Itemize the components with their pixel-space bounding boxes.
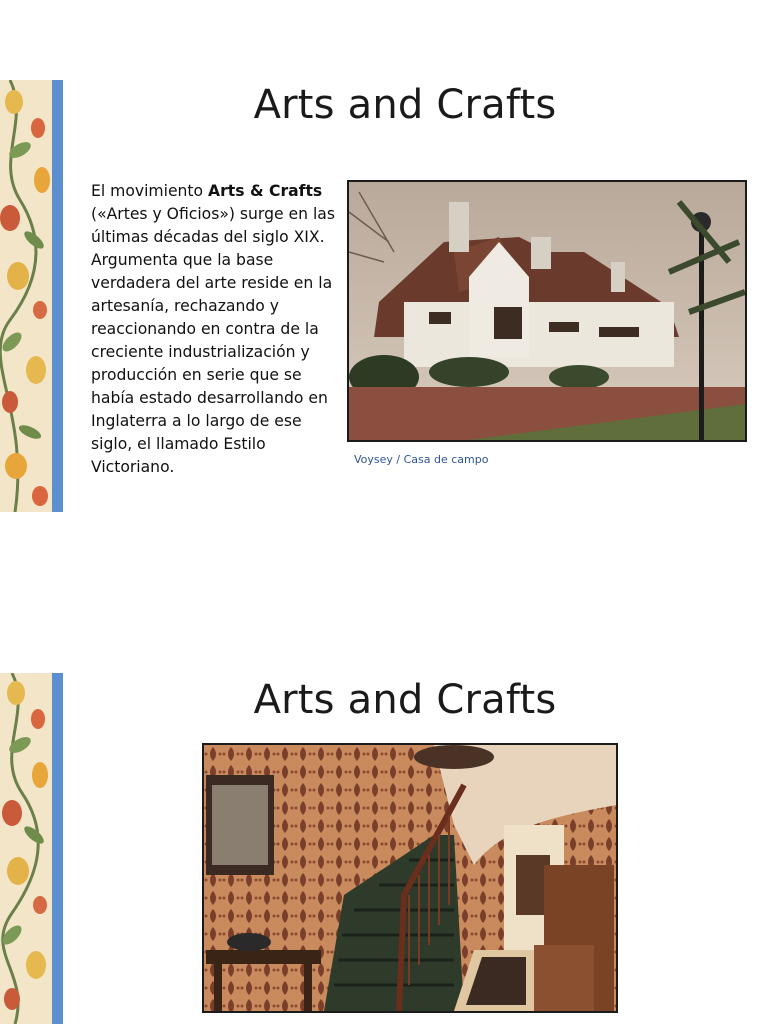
slide-title: Arts and Crafts [253,82,557,128]
floral-pattern-decoration [0,80,52,512]
body-rest: («Artes y Oficios») surge en las últimas décadas del siglo XIX. Argumenta que la base verdadera del arte reside en la artesanía, rechazando y reaccionando en contra de la creciente industrialización y producción en serie que se había estado desarrollando en Inglaterra a lo largo de ese siglo, el llamado Estilo Victoriano. [91,205,335,476]
body-paragraph [91,180,336,479]
body-bold: Arts & Crafts [208,182,323,200]
floral-pattern-icon [0,80,52,512]
slide-2 [0,595,768,1024]
image-caption: Voysey / Casa de campo [354,453,489,466]
accent-bar [52,673,63,1024]
staircase-interior-photo [202,743,618,1013]
slide-title: Arts and Crafts [253,677,557,723]
floral-pattern-decoration [0,673,52,1024]
body-lead: El movimiento [91,182,209,200]
accent-bar [52,80,63,512]
floral-pattern-icon [0,673,52,1024]
country-house-photo [347,180,747,442]
